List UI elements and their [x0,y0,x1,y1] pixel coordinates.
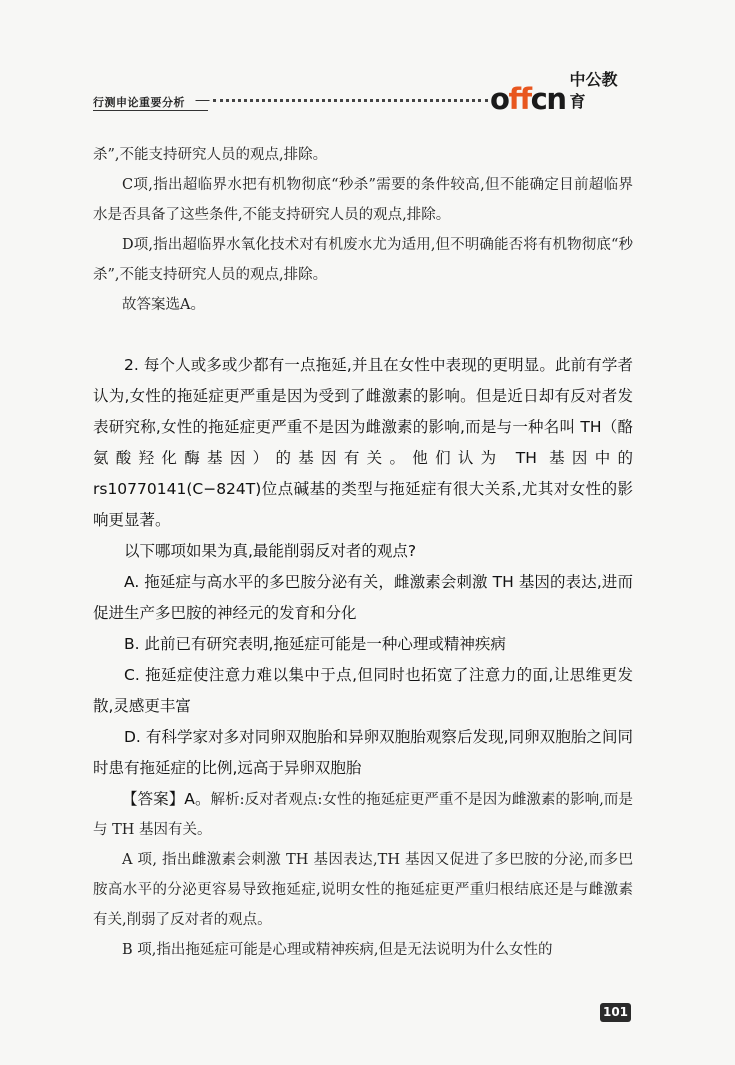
page-body [93,140,633,965]
answer-text: 解析:反对者观点:女性的拖延症更严重不是因为雌激素的影响,而是与 TH 基因有关。 [93,792,633,838]
answer-paragraph [93,784,633,845]
answer-tag: 【答案】A。 [122,790,211,808]
offcn-logo [490,70,633,116]
question-prompt: 以下哪项如果为真,最能削弱反对者的观点? [124,542,417,560]
page-header [93,70,633,116]
logo-wordmark: offcn [490,82,566,116]
header-dotted-rule [213,99,488,102]
spacer [93,320,633,350]
paragraph: 杀”,不能支持研究人员的观点,排除。 [93,147,328,163]
option-b: B. 此前已有研究表明,拖延症可能是一种心理或精神疾病 [124,635,506,653]
option-a: A. 拖延症与高水平的多巴胺分泌有关，雌激素会刺激 TH 基因的表达,进而促进生产多巴胺的神经元的发育和分化 [93,573,633,622]
option-d: D. 有科学家对多对同卵双胞胎和异卵双胞胎观察后发现,同卵双胞胎之间同时患有拖延症的比例,远高于异卵双胞胎 [93,728,633,777]
logo-chinese: 中公教育 [569,70,618,111]
paragraph: 故答案选A。 [122,297,205,313]
section-title: 行测申论重要分析 [93,96,185,109]
analysis-b: B 项,指出拖延症可能是心理或精神疾病,但是无法说明为什么女性的 [122,942,553,958]
option-c: C. 拖延症使注意力难以集中于点,但同时也拓宽了注意力的面,让思维更发散,灵感更丰富 [93,666,633,715]
page-number: 101 [600,1003,631,1022]
paragraph: C项,指出超临界水把有机物彻底“秒杀”需要的条件较高,但不能确定目前超临界水是否具备了这些条件,不能支持研究人员的观点,排除。 [93,177,633,223]
header-rule [93,110,208,111]
paragraph: D项,指出超临界水氧化技术对有机废水尤为适用,但不明确能否将有机物彻底“秒杀”,不能支持研究人员的观点,排除。 [93,237,633,283]
question-stem: 2. 每个人或多或少都有一点拖延,并且在女性中表现的更明显。此前有学者认为,女性的拖延症更严重是因为受到了雌激素的影响。但是近日却有反对者发表研究称,女性的拖延症更严重不是因为雌激素的影响,而是与一种名叫 TH（酪氨酸羟化酶基因）的基因有关。他们认为 TH 基因中的 rs10770141(C−824T)位点碱基的类型与拖延症有很大关系,尤其对女性的影响更显著。 [93,356,633,529]
analysis-a: A 项, 指出雌激素会刺激 TH 基因表达,TH 基因又促进了多巴胺的分泌,而多巴胺高水平的分泌更容易导致拖延症,说明女性的拖延症更严重归根结底还是与雌激素有关,削弱了反对者的观点。 [93,852,633,928]
